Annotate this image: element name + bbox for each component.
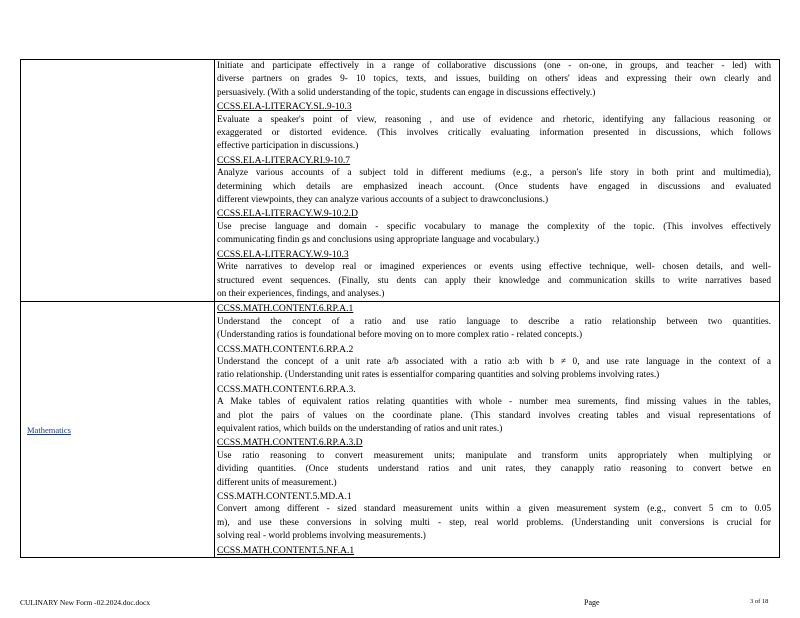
footer-page-label: Page <box>584 598 600 607</box>
standard-description-line: determining which details are emphasized ineach account. (Once students have engaged in discussions and evaluated <box>217 181 771 192</box>
standard-description-line: A Make tables of equivalent ratios relating quantities with whole - number mea surements, find missing values in the tables, <box>217 397 771 408</box>
math-standards-cell <box>215 302 779 557</box>
math-row <box>21 302 779 558</box>
standard-code: CCSS.ELA-LITERACY.RI.9-10.7 <box>217 154 351 166</box>
standard-code: CCSS.ELA-LITERACY.W.9-10.2.D <box>217 208 358 220</box>
standard-description-line: on their experiences, findings, and analyses.) <box>217 288 385 299</box>
standard-description-line: Evaluate a speaker's point of view, reasoning , and use of evidence and rhetoric, identifying any fallacious reasoning or <box>217 114 771 125</box>
subject-cell-math <box>21 302 215 557</box>
standards-table <box>20 59 780 558</box>
standard-description-line: different viewpoints, they can analyze various accounts of a subject to drawconclusions.) <box>217 195 549 206</box>
subject-cell-ela <box>21 60 215 301</box>
standard-description-line: persuasively. (With a solid understanding of the topic, students can engage in discussions effectively.) <box>217 87 596 98</box>
standard-code: CCSS.ELA-LITERACY.SL.9-10.3 <box>217 101 352 113</box>
standard-code: CCSS.MATH.CONTENT.6.RP.A.1 <box>217 303 354 315</box>
standard-description-line: Understand the concept of a unit rate a/b associated with a ratio a:b with b ≠ 0, and use rate language in the context of a <box>217 356 771 367</box>
standard-description-line: Use precise language and domain - specific vocabulary to manage the complexity of the topic. (This involves effectively <box>217 221 771 232</box>
ela-row <box>21 60 779 302</box>
standard-code: CCSS.MATH.CONTENT.6.RP.A.3. <box>217 383 356 395</box>
standard-code: CCSS.MATH.CONTENT.5.NF.A.1 <box>217 544 355 556</box>
standard-description-line: diverse partners on grades 9- 10 topics, texts, and issues, building on others' ideas and expressing their own clearly and <box>217 74 771 85</box>
standard-code: CSS.MATH.CONTENT.5.MD.A.1 <box>217 491 352 502</box>
standard-code: CCSS.MATH.CONTENT.6.RP.A.2 <box>217 343 354 355</box>
standard-description-line: Write narratives to develop real or imagined experiences or events using effective technique, well- chosen details, and well- <box>217 262 771 273</box>
standard-description-line: different units of measurement.) <box>217 477 337 488</box>
standard-description-line: Use ratio reasoning to convert measurement units; manipulate and transform units appropriately when multiplying or <box>217 450 771 461</box>
footer-page-number: 3 of 18 <box>750 598 769 605</box>
standard-code: CCSS.ELA-LITERACY.W.9-10.3 <box>217 248 349 260</box>
standard-description-line: solving real - world problems involving measurements.) <box>217 531 426 542</box>
standard-description-line: dividing quantities. (Once students understand ratios and unit rates, they canapply ratio reasoning to convert betwe en <box>217 464 771 475</box>
standard-description-line: equivalent ratios, which builds on the understanding of ratios and unit rates.) <box>217 423 503 434</box>
subject-label-mathematics[interactable]: Mathematics <box>27 424 71 435</box>
standard-description-line: m), and use these conversions in solving multi - step, real world problems. (Understanding unit conversions is crucial for <box>217 517 771 528</box>
standard-description-line: structured event sequences. (Finally, stu dents can apply their knowledge and communication skills to write narratives based <box>217 275 771 286</box>
standard-description-line: exaggerated or distorted evidence. (This involves critically evaluating information presented in discussions, which follows <box>217 128 771 139</box>
standard-description-line: communicating findin gs and conclusions using appropriate language and vocabulary.) <box>217 235 540 246</box>
standard-code: CCSS.MATH.CONTENT.6.RP.A.3.D <box>217 437 363 449</box>
standard-description-line: Analyze various accounts of a subject told in different mediums (e.g., a person's life story in both print and multimedia), <box>217 168 771 179</box>
standard-description-line: Initiate and participate effectively in a range of collaborative discussions (one - on-one, in groups, and teacher - led) with <box>217 61 771 71</box>
standard-description-line: effective participation in discussions.) <box>217 141 359 152</box>
standard-description-line: Convert among different - sized standard measurement units within a given measurement system (e.g., convert 5 cm to 0.05 <box>217 504 771 515</box>
standard-description-line: Understand the concept of a ratio and use ratio language to describe a ratio relationship between two quantities. <box>217 316 771 327</box>
standard-description-line: (Understanding ratios is foundational before moving on to more complex ratio - related concepts.) <box>217 330 583 341</box>
ela-standards-cell <box>215 60 779 301</box>
standard-description-line: and plot the pairs of values on the coordinate plane. (This standard involves creating tables and visual representations of <box>217 410 771 421</box>
footer-filename: CULINARY New Form -02.2024.doc.docx <box>20 598 151 607</box>
standard-description-line: ratio relationship. (Understanding unit rates is essentialfor comparing quantities and solving problems involving rates.) <box>217 370 660 381</box>
